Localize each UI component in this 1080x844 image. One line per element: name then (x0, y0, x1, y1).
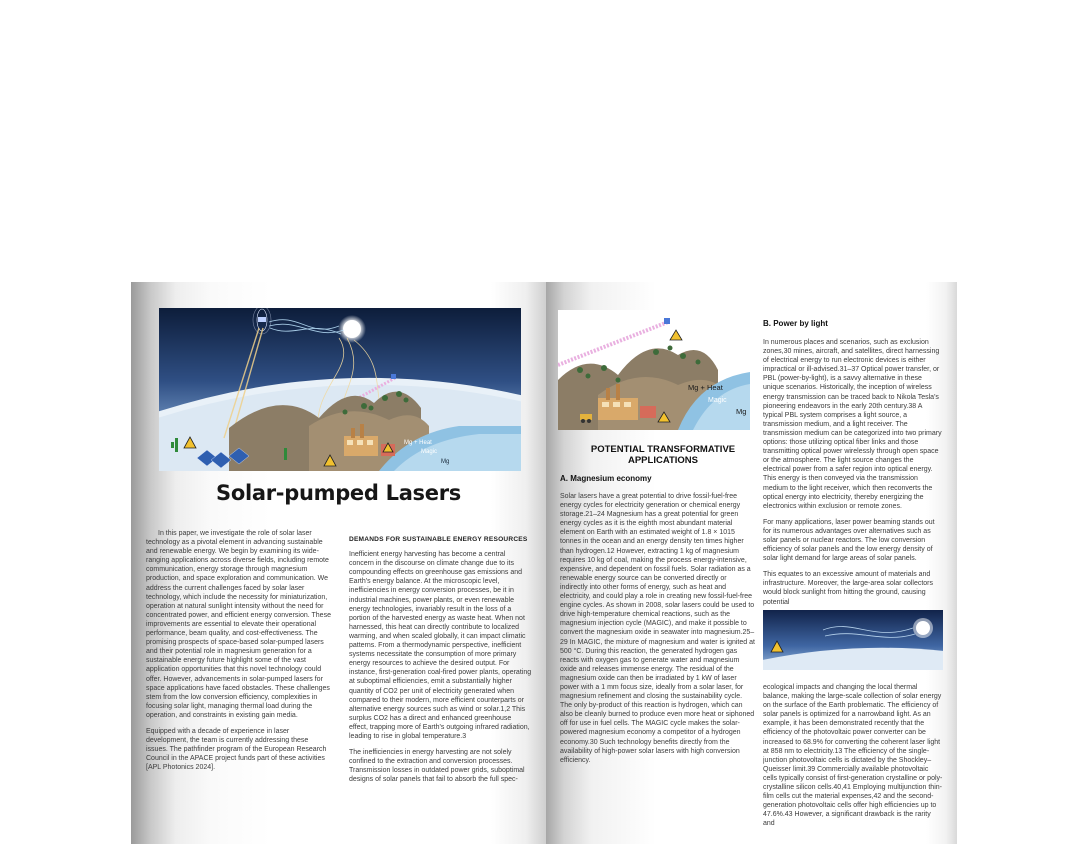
left-page (131, 282, 546, 844)
power-paragraph-3: This equates to an excessive amount of materials and infrastructure. Moreover, the large-area solar collectors would block sunlight from hitting the ground, causing potential (763, 571, 934, 606)
demands-paragraph-1: Inefficient energy harvesting has become a central concern in the discourse on climate change due to its compounding effects on greenhouse gas emissions and Earth's energy balance. At the microscopic level, inefficiencies in energy conversion processes, be it in industrial machines, power plants, or even renewable energy technologies, invariably result in the loss of a portion of the harvested energy as waste heat. When not harnessed, this heat can directly contribute to localized warming, and when scaled globally, it can impact climatic patterns. From a thermodynamic perspective, inefficient systems necessitate the consumption of more primary energy resources to achieve the desired output. For instance, first-generation coal-fired power plants, operating at suboptimal efficiencies, emit a substantially higher quantity of CO2 per unit of electricity generated when compared to their modern, more efficient counterparts or alternative energy sources such as wind or solar.1,2 This surplus CO2 has a direct and enhanced greenhouse effect, trapping more of Earth's outgoing infrared radiation, leading to rise in global temperature.3 (349, 551, 532, 740)
power-paragraph-4: ecological impacts and changing the local thermal balance, making the large-scale collection of solar energy on the surface of the Earth problematic. The efficiency of solar panels is optimized for a narrowband light. As an example, it has been demonstrated recently that the efficiency of the photovoltaic power converter can be increased to 68.9% for converting the coherent laser light at 858 nm to electricity.13 The efficiency of the single-junction photovoltaic cells is dictated by the Shockley–Queisser limit.39 Commercially available photovoltaic cells typically consist of first-generation crystalline or poly-crystalline silicon cells.40,41 Employing multijunction thin-film cells cut the material expenses,42 and the second-generation photovoltaic cells offer high efficiencies up to 47.6%.43 However, a significant drawback is the rarity and (763, 684, 943, 828)
section-heading-applications: POTENTIAL TRANSFORMATIVE APPLICATIONS (590, 444, 736, 466)
article-title: Solar-pumped Lasers (216, 481, 461, 505)
fig-label-mg-right: Mg (736, 407, 747, 416)
power-paragraph-1: In numerous places and scenarios, such as exclusion zones,30 mines, aircraft, and satellites, direct harnessing of electrical energy to run electronic devices is either impractical or ill-advised.31–37 Optical power transfer, or PBL (power-by-light), is a savvy alternative in these unique scenarios. Historically, the inception of wireless energy transmission can be traced back to Nikola Tesla's pioneering endeavors in the early 20th century.38 A typical PBL system comprises a light source, a transmission medium, and a light receiver. The transmission medium can be categorized into two primary options: those utilizing optical fiber links and those transmitting optical power wirelessly through open space or the atmosphere. The light source changes the electrical power from a safer region into optical energy. This energy is then conveyed via the transmission medium to the light receiver, which then reconverts the optical energy into electricity, thereby energizing the electronics within exclusion or remote zones. (763, 339, 942, 510)
right-column-2-top (763, 338, 943, 607)
right-column-1 (560, 492, 755, 844)
subsection-magnesium-economy: A. Magnesium economy (560, 474, 652, 483)
fig-label-mg: Mg (441, 459, 450, 465)
fig-label-mg-heat: Mg + Heat (404, 440, 432, 446)
abstract-paragraph: In this paper, we investigate the role of solar laser technology as a pivotal element in advancing sustainable and renewable energy. We begin by examining its wide-ranging applications across diverse fields, including remote communication, energy storage through magnesium production, and space exploration and communication. We address the current challenges faced by solar laser technology, which include the necessity for miniaturization, operation at natural sunlight intensity without the need for concentrated power, and efficient energy conversion. These improvements are essential to elevate their operational performance, beam quality, and cost-effectiveness. The promising prospects of space-based solar-pumped lasers and their potential role in magnesium generation for a sustainable energy future highlight some of the vast application opportunities that this novel technology could offer. However, advancements in solar-pumped lasers for space applications have faced obstacles. These challenges stem from the low conversion efficiency, complexities in focusing solar light, managing thermal load during the operation, and constraints in existing gain media. (146, 530, 331, 719)
fig-label-magic: Magic (421, 449, 438, 455)
hero-illustration (159, 308, 521, 471)
right-page (546, 282, 957, 844)
fig-label-mg-heat-right: Mg + Heat (688, 383, 723, 392)
magnesium-paragraph: Solar lasers have a great potential to drive fossil-fuel-free energy cycles for electricity generation or chemical energy storage.21–24 Magnesium has a great potential for green energy cycles as it is the eighth most abundant material element on Earth with an estimated weight of 1.8 × 1015 tonnes in the ocean and an energy density ten times higher than hydrogen.12 However, extracting 1 kg of magnesium requires 10 kg of coal, making the process energy-intensive, expensive, and dependent on fossil fuels. Solar radiation as a renewable energy source can be converted directly or indirectly into other forms of energy, such as heat and electricity, and could play a role in creating new fossil-fuel-free engine cycles. As shown in 2008, solar lasers could be used to drive high-temperature chemical reactions, such as the magnesium injection cycle (MAGIC), and make it possible to convert the magnesium oxide in seawater into magnesium.25–29 In MAGIC, the mixture of magnesium and water is ignited at 500 °C. During this reaction, the generated hydrogen gas reacts with oxygen gas to generate water and magnesium oxide and releases immense energy. The residual of the magnesium oxide can then be irradiated by 1 kW of laser power with a 1 mm focus size, ideally from a solar laser, for magnesium refinement and closing the sustainability cycle. The only by-product of this reaction is hydrogen, which can also be cleanly burned to produce even more heat or siphoned off for use in fuel cells. The MAGIC cycle makes the solar-powered magnesium economy a competitor of a hydrogen economy.30 Such technology benefits directly from the availability of high-power solar lasers with high conversion efficiency. (560, 493, 755, 764)
left-column-2 (349, 535, 532, 844)
section-heading-demands: DEMANDS FOR SUSTAINABLE ENERGY RESOURCES (349, 536, 528, 543)
left-column-1 (146, 529, 331, 844)
subsection-power-by-light: B. Power by light (763, 319, 828, 328)
magnesium-illustration (558, 310, 750, 430)
demands-paragraph-2: The inefficiencies in energy harvesting are not solely confined to the extraction and conversion processes. Transmission losses in outdated power grids, suboptimal designs of solar panels that fail to absorb the full spec- (349, 749, 525, 784)
power-paragraph-2: For many applications, laser power beaming stands out for its numerous advantages over alternatives such as solar panels or nuclear reactors. The low conversion efficiency of solar panels and the low energy density of solar light demand for large areas of solar panels. (763, 518, 935, 563)
fig-label-magic-right: Magic (708, 397, 727, 404)
right-column-2-bottom (763, 683, 943, 844)
power-beam-illustration (763, 610, 943, 670)
abstract-paragraph-2: Equipped with a decade of experience in laser development, the team is currently addressing these issues. The pathfinder program of the European Research Council in the APACE project funds part of these activities [APL Photonics 2024]. (146, 727, 327, 772)
